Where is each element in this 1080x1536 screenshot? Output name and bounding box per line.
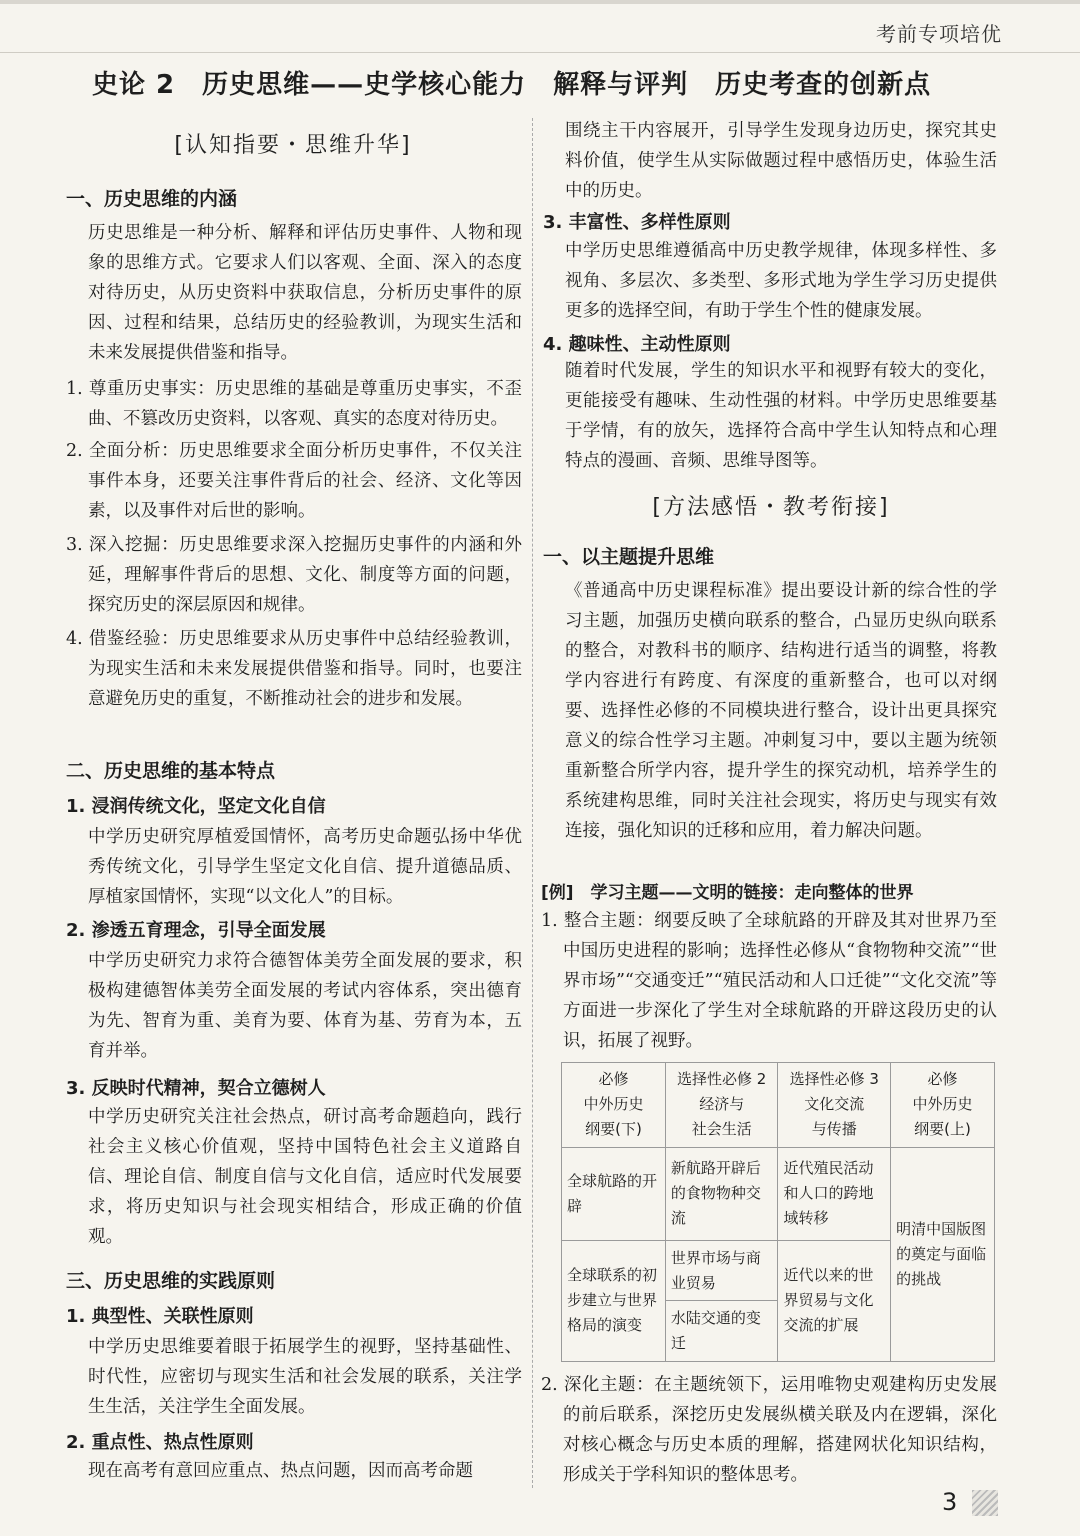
- paragraph-variety: 中学历史思维遵循高中历史教学规律，体现多样性、多视角、多层次、多类型、多形式地为学生学习历史提供更多的选择空间，有助于学生个性的健康发展。: [565, 241, 997, 321]
- subheading-spirit: 3. 反映时代精神，契合立德树人: [66, 1078, 326, 1099]
- paragraph-theme-thinking: 《普通高中历史课程标准》提出要设计新的综合性的学习主题，加强历史横向联系的整合，凸显历史纵向联系的整合，对教科书的顺序、结构进行适当的调整，将教学内容进行有跨度、有深度的重新整合，也可以对纲要、选择性必修的不同模块进行整合，设计出更具探究意义的综合性学习主题。冲刺复习中，要以主题为统领重新整合所学内容，提升学生的探究动机，培养学生的系统建构思维，同时关注社会现实，将历史与现实有效连接，强化知识的迁移和应用，着力解决问题。: [565, 581, 997, 841]
- paragraph-five-education: 中学历史研究力求符合德智体美劳全面发展的要求，积极构建德智体美劳全面发展的考试内容体系，突出德育为先、智育为重、美育为要、体育为基、劳育为本，五育并举。: [88, 951, 522, 1061]
- paragraph-connotation: 历史思维是一种分析、解释和评估历史事件、人物和现象的思维方式。它要求人们以客观、全面、深入的态度对待历史，从历史资料中获取信息，分析历史事件的原因、过程和结果，总结历史的经验教训，为现实生活和未来发展提供借鉴和指导。: [88, 223, 522, 363]
- page-number: 3: [942, 1488, 958, 1516]
- theme-table: [561, 1062, 995, 1362]
- paragraph-culture: 中学历史研究厚植爱国情怀，高考历史命题弘扬中华优秀传统文化，引导学生坚定文化自信、提升道德品质、厚植家国情怀，实现“以文化人”的目标。: [88, 827, 522, 907]
- table-cell: 世界市场与商业贸易: [665, 1240, 778, 1301]
- column-divider: [532, 118, 534, 1488]
- page-title: 史论 2 历史思维——史学核心能力 解释与评判 历史考查的创新点: [92, 70, 932, 100]
- heading-features: 二、历史思维的基本特点: [66, 760, 276, 782]
- example-heading: [例] 学习主题——文明的链接：走向整体的世界: [541, 883, 914, 903]
- heading-connotation: 一、历史思维的内涵: [66, 188, 238, 210]
- page-corner-icon: [972, 1490, 998, 1516]
- table-cell: 水陆交通的变迁: [665, 1301, 778, 1362]
- list-item-dig-deep: 3. 深入挖掘：历史思维要求深入挖掘历史事件的内涵和外延，理解事件背后的思想、文化、制度等方面的问题，探究历史的深层原因和规律。: [66, 535, 522, 615]
- running-head: 考前专项培优: [876, 22, 1002, 46]
- subheading-culture: 1. 浸润传统文化，坚定文化自信: [66, 796, 326, 817]
- section-heading-cognition: [认知指要・思维升华]: [174, 133, 412, 158]
- subheading-interest: 4. 趣味性、主动性原则: [543, 334, 731, 355]
- list-item-comprehensive: 2. 全面分析：历史思维要求全面分析历史事件，不仅关注事件本身，还要关注事件背后的社会、经济、文化等因素，以及事件对后世的影响。: [66, 441, 522, 521]
- list-item-respect-facts: 1. 尊重历史事实：历史思维的基础是尊重历史事实，不歪曲、不篡改历史资料，以客观、真实的态度对待历史。: [66, 379, 522, 429]
- subheading-typical: 1. 典型性、关联性原则: [66, 1306, 254, 1327]
- heading-theme-thinking: 一、以主题提升思维: [543, 546, 715, 568]
- subheading-key-points: 2. 重点性、热点性原则: [66, 1432, 254, 1453]
- table-cell: 近代以来的世界贸易与文化交流的扩展: [778, 1240, 891, 1361]
- subheading-five-education: 2. 渗透五育理念，引导全面发展: [66, 920, 326, 941]
- list-item-lessons: 4. 借鉴经验：历史思维要求从历史事件中总结经验教训，为现实生活和未来发展提供借鉴和指导。同时，也要注意避免历史的重复，不断推动社会的进步和发展。: [66, 629, 522, 709]
- paragraph-spirit: 中学历史研究关注社会热点，研讨高考命题趋向，践行社会主义核心价值观，坚持中国特色社会主义道路自信、理论自信、制度自信与文化自信，适应时代发展要求，将历史知识与社会现实相结合，形成正确的价值观。: [88, 1107, 522, 1247]
- paragraph-deepen-theme: 2. 深化主题：在主题统领下，运用唯物史观建构历史发展的前后联系，深挖历史发展纵横关联及内在逻辑，深化对核心概念与历史本质的理解，搭建网状化知识结构，形成关于学科知识的整体思考。: [541, 1375, 997, 1485]
- table-cell: 新航路开辟后的食物物种交流: [665, 1147, 778, 1240]
- table-cell: 近代殖民活动和人口的跨地域转移: [778, 1147, 891, 1240]
- paragraph-integrate-theme: 1. 整合主题：纲要反映了全球航路的开辟及其对世界乃至中国历史进程的影响；选择性必修从“食物物种交流”“世界市场”“交通变迁”“殖民活动和人口迁徙”“文化交流”等方面进一步深化了学生对全球航路的开辟这段历史的认识，拓展了视野。: [541, 911, 997, 1051]
- paragraph-key-points-continued: 围绕主干内容展开，引导学生发现身边历史，探究其史料价值，使学生从实际做题过程中感悟历史，体验生活中的历史。: [565, 121, 997, 201]
- subheading-variety: 3. 丰富性、多样性原则: [543, 212, 731, 233]
- table-cell: 全球联系的初步建立与世界格局的演变: [562, 1240, 666, 1361]
- header-rule: [0, 52, 1080, 53]
- page-top-edge: [0, 0, 1080, 4]
- paragraph-key-points: 现在高考有意回应重点、热点问题，因而高考命题: [88, 1461, 473, 1481]
- heading-principles: 三、历史思维的实践原则: [66, 1270, 276, 1292]
- table-header-cell: 必修 中外历史 纲要(下): [562, 1063, 666, 1148]
- table-header-cell: 选择性必修 2 经济与 社会生活: [665, 1063, 778, 1148]
- table-cell: 明清中国版图的奠定与面临的挑战: [891, 1147, 995, 1361]
- table-header-cell: 必修 中外历史 纲要(上): [891, 1063, 995, 1148]
- table-header-cell: 选择性必修 3 文化交流 与传播: [778, 1063, 891, 1148]
- section-heading-method: [方法感悟・教考衔接]: [652, 495, 890, 520]
- paragraph-interest: 随着时代发展，学生的知识水平和视野有较大的变化，更能接受有趣味、生动性强的材料。中学历史思维要基于学情，有的放矢，选择符合高中学生认知特点和心理特点的漫画、音频、思维导图等。: [565, 361, 997, 471]
- table-cell: 全球航路的开辟: [562, 1147, 666, 1240]
- paragraph-typical: 中学历史思维要着眼于拓展学生的视野，坚持基础性、时代性，应密切与现实生活和社会发展的联系，关注学生生活，关注学生全面发展。: [88, 1337, 522, 1417]
